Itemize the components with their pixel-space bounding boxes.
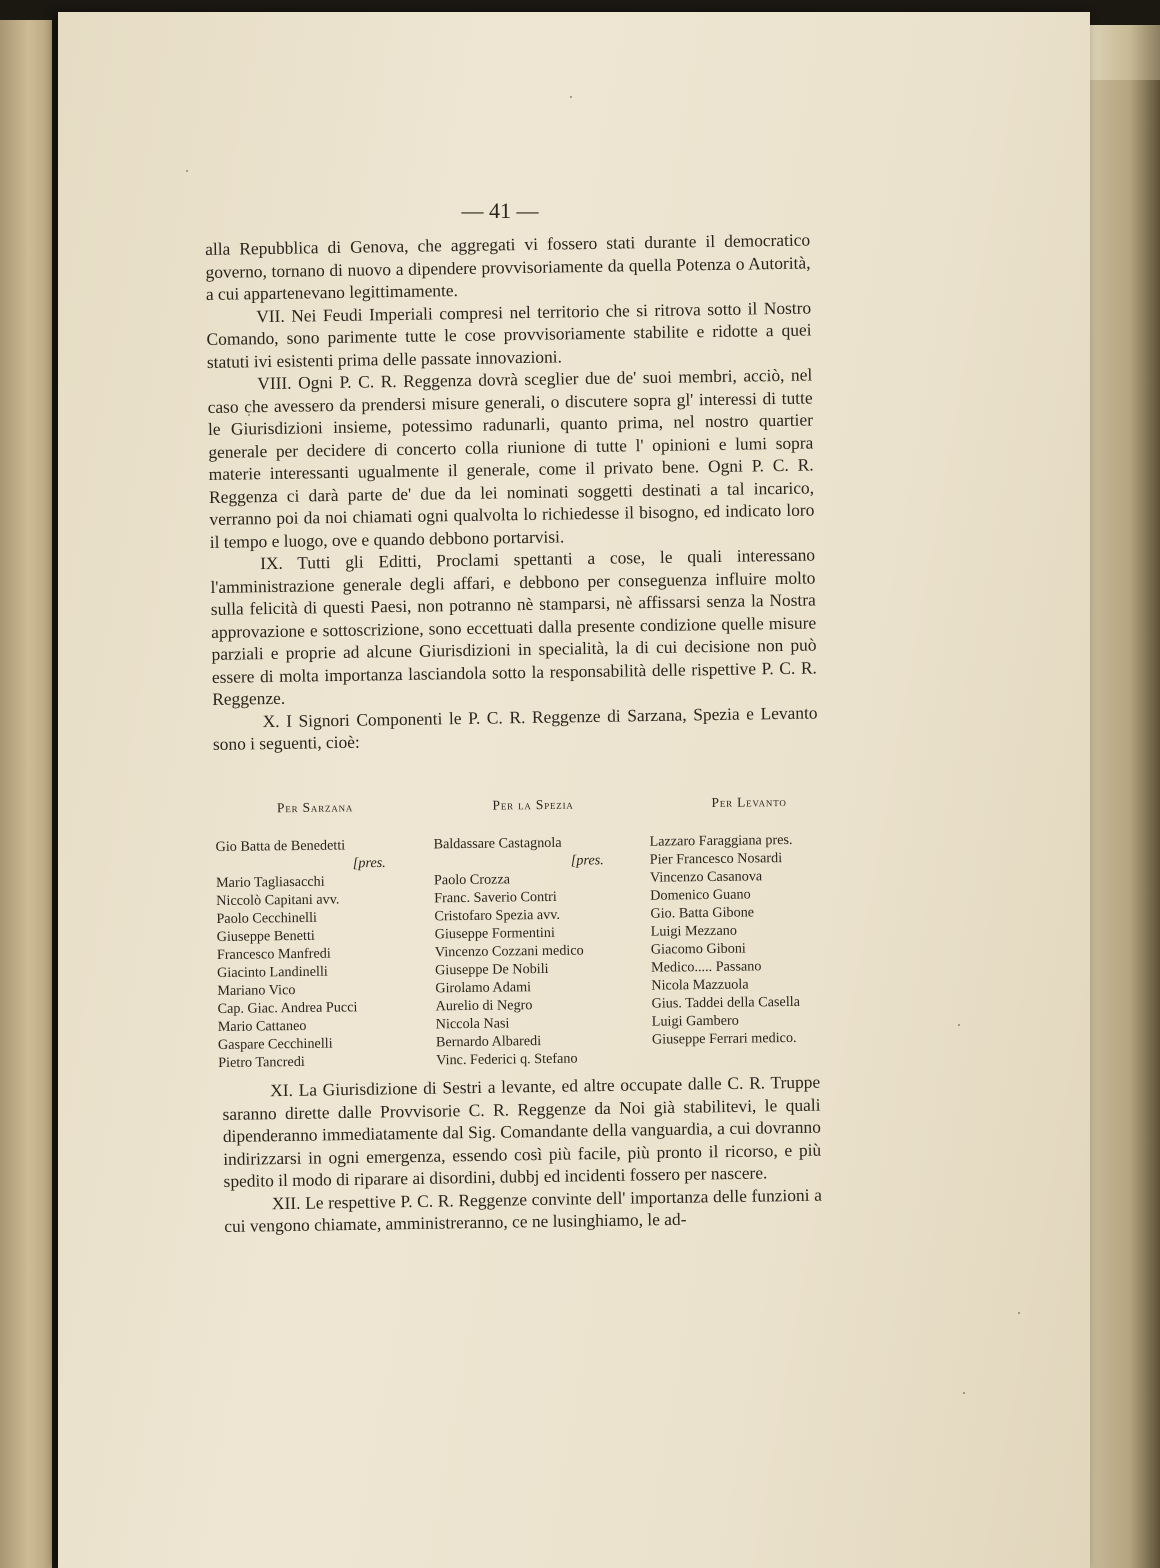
member-name: Mariano Vico — [217, 982, 296, 999]
member-name: Medico..... Passano — [650, 958, 762, 976]
member-name: Paolo Cecchinelli — [216, 909, 318, 927]
previous-page-edge — [0, 20, 52, 1568]
member-name: Niccola Nasi — [435, 1015, 510, 1033]
column-heading: Per Sarzana — [276, 799, 354, 816]
paragraph-continuation: alla Repubblica di Genova, che aggregati vi fossero stati durante il democratico governo, tornano di nuovo a dipendere provvisoriamente da quella Potenza o Autorità, a cui appartenevano legittimamente. — [205, 229, 811, 304]
member-note: [pres. — [570, 852, 604, 869]
member-name: Vinc. Federici q. Stefano — [436, 1050, 578, 1069]
member-name: Giuseppe Benetti — [216, 927, 315, 945]
article-viii: VIII. Ogni P. C. R. Reggenza dovrà sceglier due de' suoi membri, acciò, nel caso che avessero da prendersi misure generali, o discutere sopra gl' interessi di tutte le Giurisdizioni insieme, potessimo radunarli, quanto prima, nel nostro quartier generale per decidere di concerto colla riunione di tutte l' opinioni e lumi sopra materie interessanti ugualmente il generale, come il privato bene. Ogni P. C. R. Reggenza ci darà parte de' due da lei nominati soggetti destinati a tal incarico, verranno poi da noi chiamati ogni qualvolta lo richiedesse il bisogno, ed indicato loro il tempo e luogo, ove e quando debbono portarvisi. — [207, 364, 815, 552]
member-name: Niccolò Capitani avv. — [216, 891, 340, 909]
article-xi: XI. La Giurisdizione di Sestri a levante, ed altre occupate dalle C. R. Truppe saranno dirette dalle Provvisorie C. R. Reggenze da Noi già stabilitevi, le quali dipenderanno immediatamente dal Sig. Comandante della vanguardia, a cui dovranno indirizzarsi in ogni emergenza, essendo così più facile, più pronto il ricorso, e più spedito il modo di riparare ai disordini, dubbj ed incidenti fossero per nascere. — [222, 1071, 822, 1191]
column-heading: Per Levanto — [711, 794, 787, 810]
member-name: Girolamo Adami — [435, 979, 532, 997]
member-name: Gio Batta de Benedetti — [215, 837, 346, 855]
article-xii: XII. Le respettive P. C. R. Reggenze convinte dell' importanza delle funzioni a cui vengono chiamate, amministreranno, ce ne lusinghiamo, le ad- — [224, 1184, 823, 1236]
member-name: Luigi Gambero — [651, 1012, 739, 1030]
member-name: Vincenzo Casanova — [649, 868, 763, 886]
member-name: Cristofaro Spezia avv. — [434, 906, 561, 925]
page-stack-edge-inner — [1085, 80, 1160, 1568]
member-name: Giacomo Giboni — [650, 940, 746, 958]
regency-members-list — [215, 793, 828, 1075]
column-levanto — [649, 792, 852, 1048]
article-x: X. I Signori Componenti le P. C. R. Reggenze di Sarzana, Spezia e Levanto sono i seguenti, cioè: — [212, 701, 818, 754]
closing-text — [222, 1071, 822, 1238]
member-name: Franc. Saverio Contri — [434, 888, 557, 907]
member-name: Luigi Mezzano — [650, 922, 738, 940]
member-name: Cap. Giac. Andrea Pucci — [217, 999, 358, 1017]
member-name: Lazzaro Faraggiana pres. — [649, 831, 793, 850]
member-name: Vincenzo Cozzani medico — [434, 942, 584, 961]
article-vii: VII. Nei Feudi Imperiali compresi nel territorio che si ritrova sotto il Nostro Comando, sono parimente tutte le cose provvisoriamente stabilite e ridotte a quei statuti ivi esistenti prima delle passate innovazioni. — [206, 296, 812, 372]
member-name: Pier Francesco Nosardi — [649, 850, 783, 868]
article-ix: IX. Tutti gli Editti, Proclami spettanti a cose, le quali interessano l'amministrazione generale degli affari, e debbono per conseguenza influire molto sulla felicità di questi Paesi, non potranno nè stamparsi, nè affissarsi senza la Nostra approvazione e sottoscrizione, sono eccettuati dalla presente condizione quelle misure parziali e proprie ad alcune Giurisdizioni in specialità, la di cui decisione non può essere di molta importanza lasciandola sotto la responsabilità delle rispettive P. C. R. Reggenze. — [210, 544, 817, 709]
member-name: Giuseppe De Nobili — [434, 960, 549, 979]
body-text — [205, 228, 818, 755]
member-name: Domenico Guano — [650, 886, 751, 904]
column-spezia — [433, 795, 636, 1069]
member-name: Francesco Manfredi — [216, 945, 331, 963]
member-name: Bernardo Albaredi — [435, 1033, 542, 1051]
member-name: Giuseppe Ferrari medico. — [651, 1029, 797, 1048]
member-note: [pres. — [352, 854, 386, 872]
column-heading: Per la Spezia — [492, 796, 574, 813]
member-name: Gius. Taddei della Casella — [651, 993, 801, 1012]
member-name: Baldassare Castagnola — [433, 834, 562, 853]
member-name: Giacinto Landinelli — [217, 963, 328, 981]
page-number: — 41 — — [461, 198, 539, 223]
member-name: Paolo Crozza — [433, 871, 511, 889]
member-name: Gaspare Cecchinelli — [217, 1035, 333, 1053]
member-name: Aurelio di Negro — [435, 997, 533, 1015]
member-name: Gio. Batta Gibone — [650, 904, 755, 922]
member-name: Giuseppe Formentini — [434, 924, 555, 943]
member-name: Nicola Mazzuola — [651, 976, 749, 994]
column-sarzana — [215, 798, 418, 1072]
member-name: Mario Tagliasacchi — [215, 873, 325, 891]
member-name: Mario Cattaneo — [217, 1017, 307, 1035]
member-name: Pietro Tancredi — [218, 1053, 305, 1071]
